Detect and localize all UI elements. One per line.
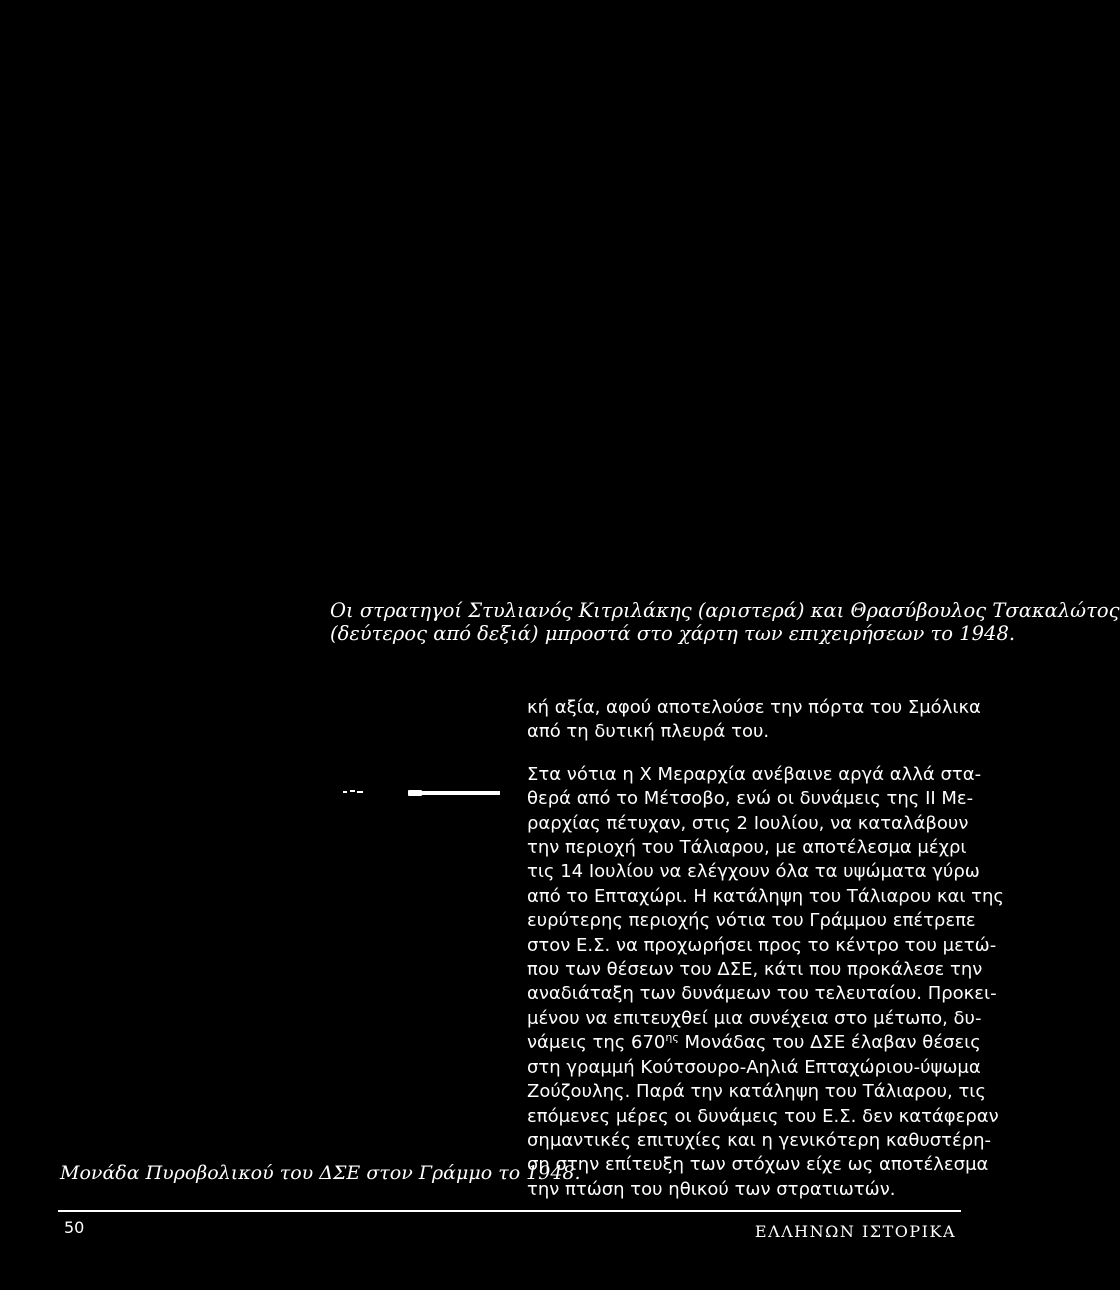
body-line: που των θέσεων του ΔΣΕ, κάτι που προκάλεσε την [527, 959, 983, 981]
photo-artifact [343, 790, 363, 793]
body-line: ραρχίας πέτυχαν, στις 2 Ιουλίου, να καταλάβουν [527, 812, 969, 834]
body-line-670-pre: νάμεις της 670 [527, 1032, 666, 1054]
body-line: κή αξία, αφού αποτελούσε την πόρτα του Σμόλικα [527, 697, 981, 718]
footer-rule [58, 1210, 961, 1212]
photo-artifact-line [414, 791, 500, 795]
body-line: αναδιάταξη των δυνάμεων του τελευταίου. Προκει- [527, 983, 997, 1005]
caption-line-2: (δεύτερος από δεξιά) μπροστά στο χάρτη των επιχειρήσεων το 1948. [330, 622, 1016, 645]
body-line: στη γραμμή Κούτσουρο-Αηλιά Επταχώριου-ύψωμα [527, 1056, 981, 1078]
photo-caption-top [330, 599, 1120, 645]
body-line: τις 14 Ιουλίου να ελέγχουν όλα τα υψώματα γύρω [527, 861, 980, 883]
caption-line-1: Οι στρατηγοί Στυλιανός Κιτριλάκης (αριστερά) και Θρασύβουλος Τσακαλώτος [330, 599, 1120, 622]
ordinal-superscript: ης [665, 1031, 679, 1045]
body-line-670-post: Μονάδας του ΔΣΕ έλαβαν θέσεις [678, 1032, 981, 1054]
body-line: την περιοχή του Τάλιαρου, με αποτέλεσμα μέχρι [527, 837, 967, 859]
body-line: μένου να επιτευχθεί μια συνέχεια στο μέτωπο, δυ- [527, 1007, 982, 1029]
body-line: ση στην επίτευξη των στόχων είχε ως αποτέλεσμα [527, 1154, 989, 1176]
body-line: στον Ε.Σ. να προχωρήσει προς το κέντρο του μετώ- [527, 934, 997, 956]
photo-caption-bottom: Μονάδα Πυροβολικού του ΔΣΕ στον Γράμμο το 1948. [60, 1162, 581, 1184]
body-line: από το Επταχώρι. Η κατάληψη του Τάλιαρου και της [527, 885, 1004, 907]
body-line: επόμενες μέρες οι δυνάμεις του Ε.Σ. δεν κατάφεραν [527, 1105, 999, 1127]
body-line: θερά από το Μέτσοβο, ενώ οι δυνάμεις της ΙΙ Με- [527, 788, 974, 810]
running-head: ΕΛΛΗΝΩΝ ΙΣΤΟΡΙΚΑ [754, 1222, 956, 1241]
page-number: 50 [64, 1218, 85, 1237]
body-line: από τη δυτική πλευρά του. [527, 721, 770, 743]
photo-area [0, 0, 1024, 585]
body-line: Στα νότια η Χ Μεραρχία ανέβαινε αργά αλλά στα- [527, 763, 982, 785]
body-line: την πτώση του ηθικού των στρατιωτών. [527, 1178, 896, 1200]
body-line: ευρύτερης περιοχής νότια του Γράμμου επέτρεπε [527, 910, 976, 932]
body-line: σημαντικές επιτυχίες και η γενικότερη καθυστέρη- [527, 1129, 992, 1151]
body-line-670 [527, 1031, 981, 1055]
body-line: Ζούζουλης. Παρά την κατάληψη του Τάλιαρου, τις [527, 1081, 986, 1103]
body-text [527, 696, 1004, 1202]
